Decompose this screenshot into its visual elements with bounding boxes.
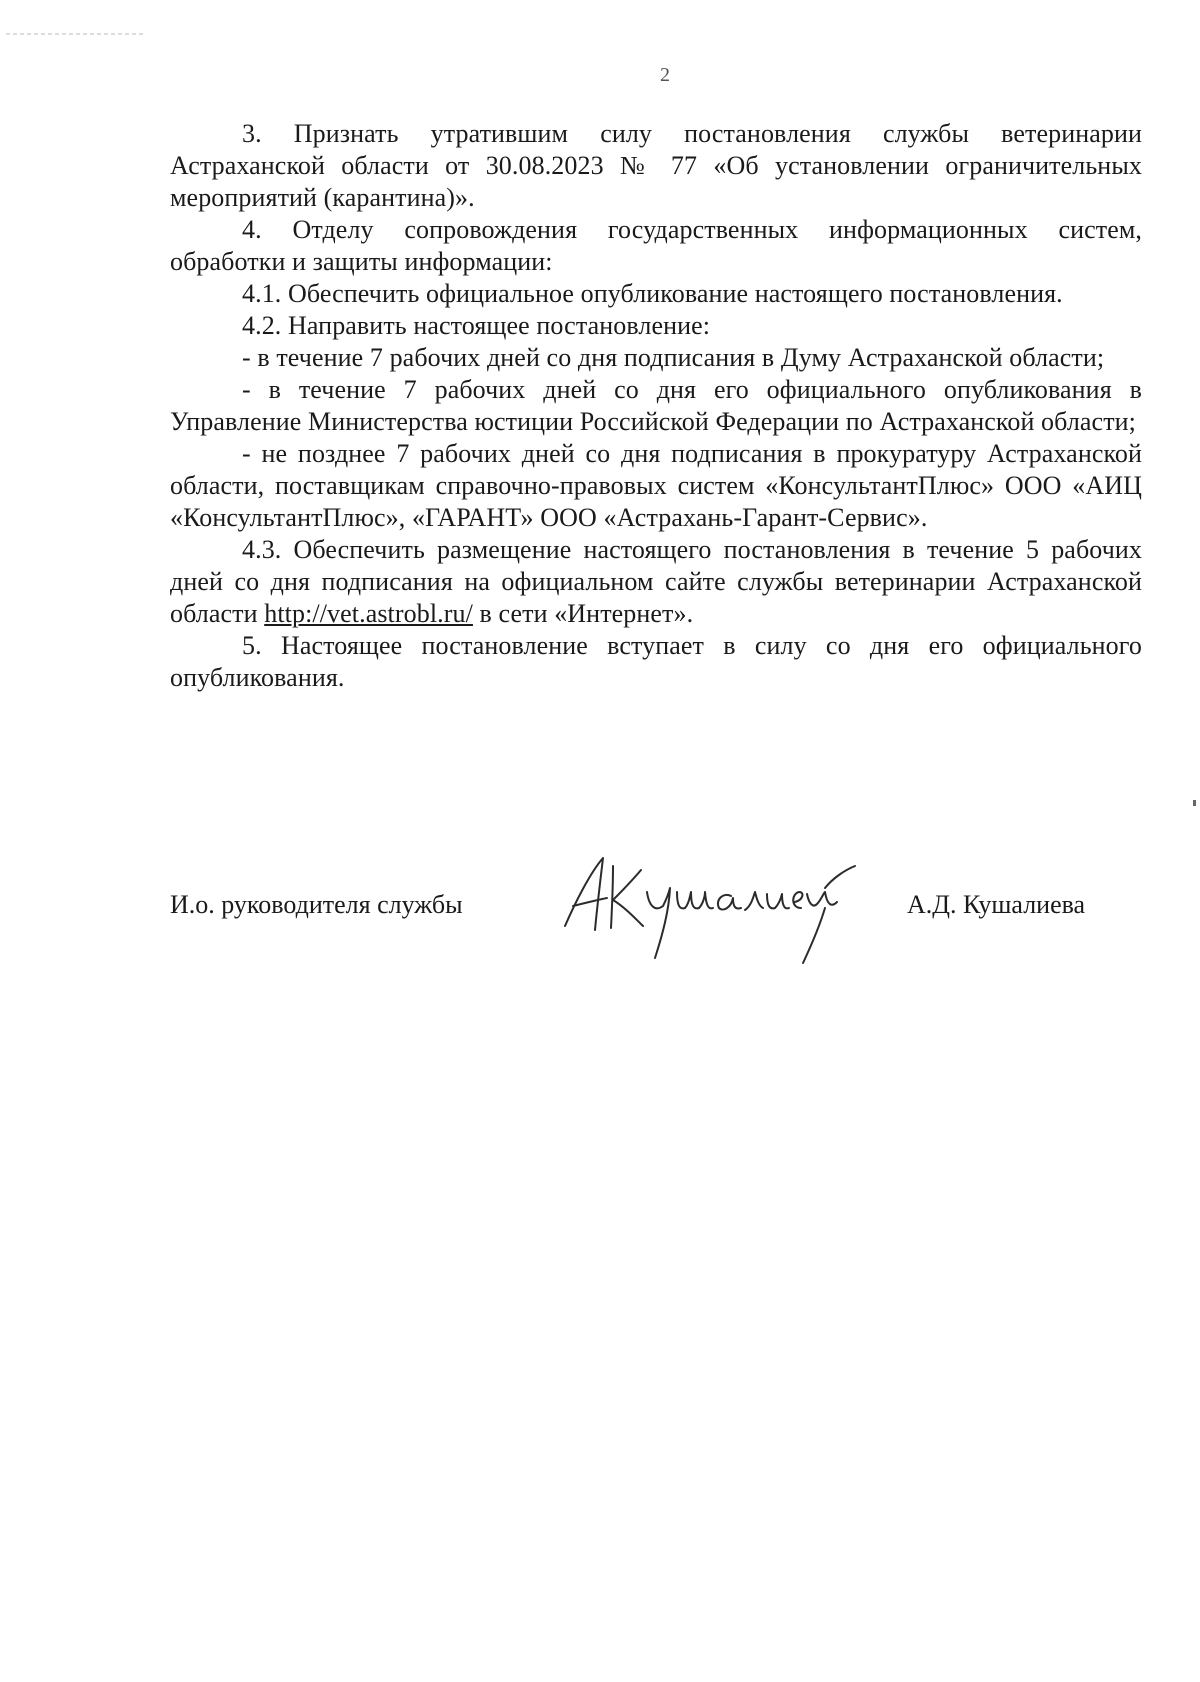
paragraph-4-3-text-after: в сети «Интернет».: [472, 599, 694, 628]
paragraph-4-3-text-before: 4.3. Обеспечить размещение настоящего постановления в течение 5 рабочих дней со дня подписания на официальном сайте службы ветеринарии Астраханской области: [170, 535, 1142, 628]
paragraph-4-2-duma: - в течение 7 рабочих дней со дня подписания в Думу Астраханской области;: [242, 343, 1105, 372]
paragraph-4-2: 4.2. Направить настоящее постановление:: [242, 311, 711, 340]
paragraph-5: 5. Настоящее постановление вступает в силу со дня его официального опубликования.: [170, 631, 1142, 692]
page-number: 2: [660, 64, 670, 86]
handwritten-signature: [555, 848, 865, 968]
paragraph-4-2-prosecutor: - не позднее 7 рабочих дней со дня подписания в прокуратуру Астраханской области, поставщикам справочно-правовых систем «КонсультантПлюс» ООО «АИЦ «КонсультантПлюс», «ГАРАНТ» ООО «Астрахань-Гарант-Сервис».: [170, 439, 1142, 532]
scan-edge-mark: [1193, 800, 1196, 806]
paragraph-4-1: 4.1. Обеспечить официальное опубликование настоящего постановления.: [242, 279, 1063, 308]
signatory-title: И.о. руководителя службы: [170, 890, 463, 919]
signature-block: [170, 880, 1120, 990]
website-link[interactable]: http://vet.astrobl.ru/: [264, 599, 473, 628]
document-body: [170, 118, 1142, 694]
paragraph-4: 4. Отделу сопровождения государственных информационных систем, обработки и защиты информации:: [170, 215, 1142, 276]
paragraph-3: 3. Признать утратившим силу постановления службы ветеринарии Астраханской области от 30.08.2023 № 77 «Об установлении ограничительных мероприятий (карантина)».: [170, 119, 1142, 212]
signatory-name: А.Д. Кушалиева: [907, 890, 1086, 919]
scan-artifact: [6, 30, 146, 38]
paragraph-4-2-ministry: - в течение 7 рабочих дней со дня его официального опубликования в Управление Министерства юстиции Российской Федерации по Астраханской области;: [170, 375, 1142, 436]
paragraph-4-3: [170, 534, 1142, 630]
